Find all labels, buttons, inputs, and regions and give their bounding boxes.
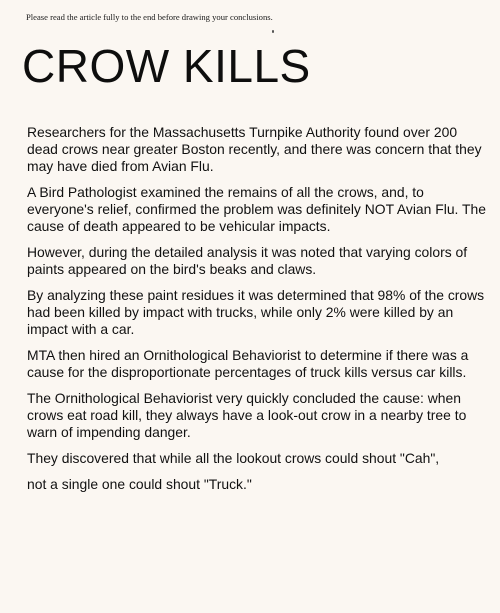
paragraph-8: not a single one could shout "Truck." — [27, 476, 252, 492]
paragraph-2: A Bird Pathologist examined the remains of all the crows, and, to everyone's relief, confirmed the problem was definitely NOT Avian Flu. The cause of death appeared to be vehicular impacts. — [27, 184, 486, 234]
paragraph-1: Researchers for the Massachusetts Turnpike Authority found over 200 dead crows near greater Boston recently, and there was concern that they may have died from Avian Flu. — [27, 124, 482, 174]
article-body — [27, 124, 487, 502]
print-speck — [272, 30, 274, 33]
paragraph-7: They discovered that while all the lookout crows could shout "Cah", — [27, 450, 440, 466]
paragraph-3: However, during the detailed analysis it was noted that varying colors of paints appeared on the bird's beaks and claws. — [27, 244, 468, 277]
article-title: CROW KILLS — [22, 40, 311, 92]
paragraph-4: By analyzing these paint residues it was determined that 98% of the crows had been killed by impact with trucks, while only 2% were killed by an impact with a car. — [27, 287, 485, 337]
paragraph-5: MTA then hired an Ornithological Behaviorist to determine if there was a cause for the disproportionate percentages of truck kills versus car kills. — [27, 347, 469, 380]
paragraph-6: The Ornithological Behaviorist very quickly concluded the cause: when crows eat road kill, they always have a look-out crow in a nearby tree to warn of impending danger. — [27, 390, 467, 440]
reading-note: Please read the article fully to the end before drawing your conclusions. — [26, 12, 273, 22]
